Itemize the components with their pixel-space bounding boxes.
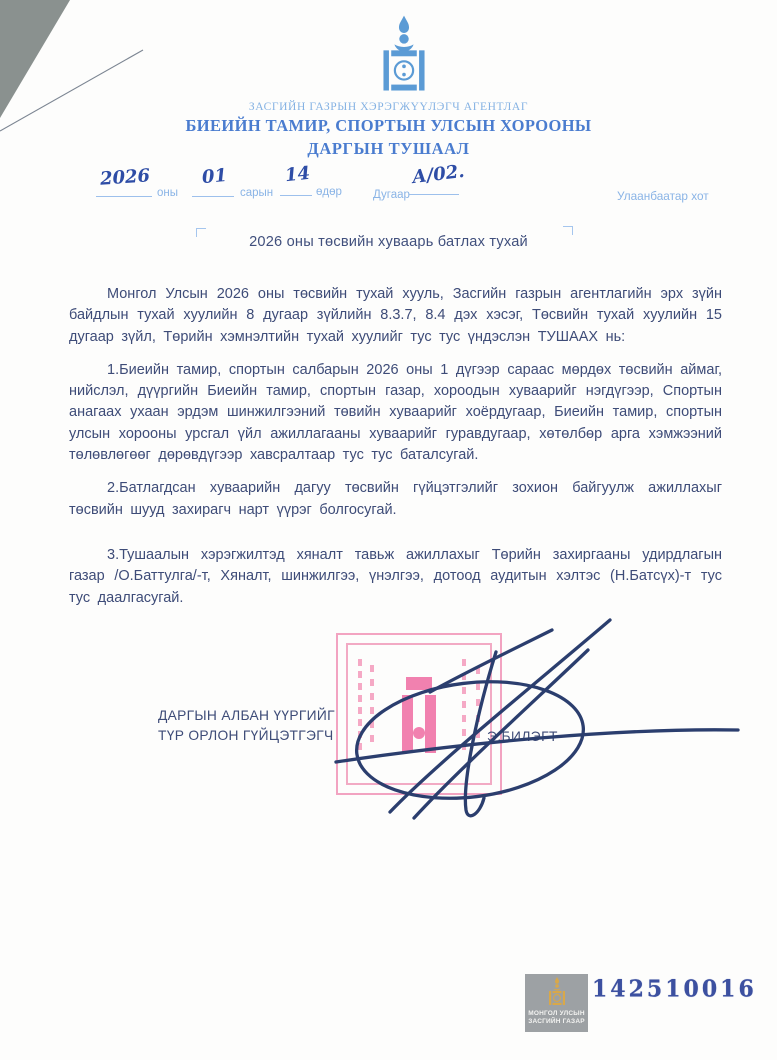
number-blank-line <box>409 168 459 195</box>
agency-name: ЗАСГИЙН ГАЗРЫН ХЭРЭГЖҮҮЛЭГЧ АГЕНТЛАГ <box>248 101 529 113</box>
paragraph-clause-2: 2.Батлагдсан хуваарийн дагуу төсвийн гүйцэтгэлийг зохион байгуулж ажиллахыг төсвийн шууд захирагч нарт үүрэг болгосугай. <box>69 480 722 518</box>
year-blank-line <box>96 170 152 197</box>
handwritten-day: 14 <box>283 162 312 187</box>
organization-name: БИЕИЙН ТАМИР, СПОРТЫН УЛСЫН ХОРООНЫ <box>185 116 592 135</box>
stamp-interior-marks <box>340 637 498 791</box>
official-stamp-icon <box>336 633 502 795</box>
city-label: Улаанбаатар хот <box>617 189 709 203</box>
signer-position-line1: ДАРГЫН АЛБАН ҮҮРГИЙГ <box>158 708 335 723</box>
document-type: ДАРГЫН ТУШААЛ <box>307 139 470 158</box>
badge-text-line1: МОНГОЛ УЛСЫН <box>528 1010 585 1017</box>
handwritten-month: 01 <box>201 164 228 189</box>
signer-name: Э.БИЛЭГТ <box>487 729 558 744</box>
government-badge <box>525 974 588 1032</box>
month-label: сарын <box>240 187 274 199</box>
number-label: Дугаар <box>373 189 410 201</box>
day-blank-line <box>280 169 312 196</box>
handwritten-year: 2026 <box>99 165 151 190</box>
soyombo-gold-emblem-icon <box>549 977 565 1005</box>
paragraph-clause-3: 3.Тушаалын хэрэгжилтэд хяналт тавьж ажиллахыг Төрийн захиргааны удирдлагын газар /О.Баттулга/-т, Хяналт, шинжилгээ, үнэлгээ, дотоод аудитын хэлтэс (Н.Батсүх)-т тус тус даалгасугай. <box>69 546 722 606</box>
handwritten-number: А/02. <box>410 160 466 189</box>
soyombo-state-emblem-icon <box>383 14 425 94</box>
document-title: 2026 оны төсвийн хуваарь батлах тухай <box>249 234 528 250</box>
document-body <box>69 284 722 621</box>
paragraph-preamble: Монгол Улсын 2026 оны төсвийн тухай хууль, Засгийн газрын агентлагийн эрх зүйн байдлын тухай хуулийн 8 дугаар зүйлийн 8.3.7, 8.4 дэх хэсэг, Төсвийн тухай хуулийн 15 дугаар зүйл, Төрийн хэмнэлтийн тухай хуулийг тус тус үндэслэн ТУШААХ нь: <box>69 286 722 345</box>
paragraph-clause-1: 1.Биеийн тамир, спортын салбарын 2026 оны 1 дүгээр сараас мөрдөх төсвийн аймаг, нийслэл, дүүргийн Биеийн тамир, спортын газар, хороодын хуваарийг нэгдүгээр, Спортын анагаах ухаан эрдэм шинжилгээний төвийн хуваарийг хоёрдугаар, Биеийн тамир, спортын улсын хорооны урсгал үйл ажиллагааны хуваарийг гуравдугаар, хөтөлбөр арга хэмжээний төлөвлөгөөг дөрөвдүгээр хавсралтаар тус тус баталсугай. <box>69 361 722 464</box>
serial-number-stamp: 142510016 <box>592 975 757 1003</box>
day-label: өдөр <box>316 186 342 198</box>
badge-text-line2: ЗАСГИЙН ГАЗАР <box>528 1017 585 1025</box>
signer-position <box>158 706 335 745</box>
month-blank-line <box>192 170 234 197</box>
year-label: оны <box>157 187 179 199</box>
signer-position-line2: ТҮР ОРЛОН ГҮЙЦЭТГЭГЧ <box>158 727 334 743</box>
